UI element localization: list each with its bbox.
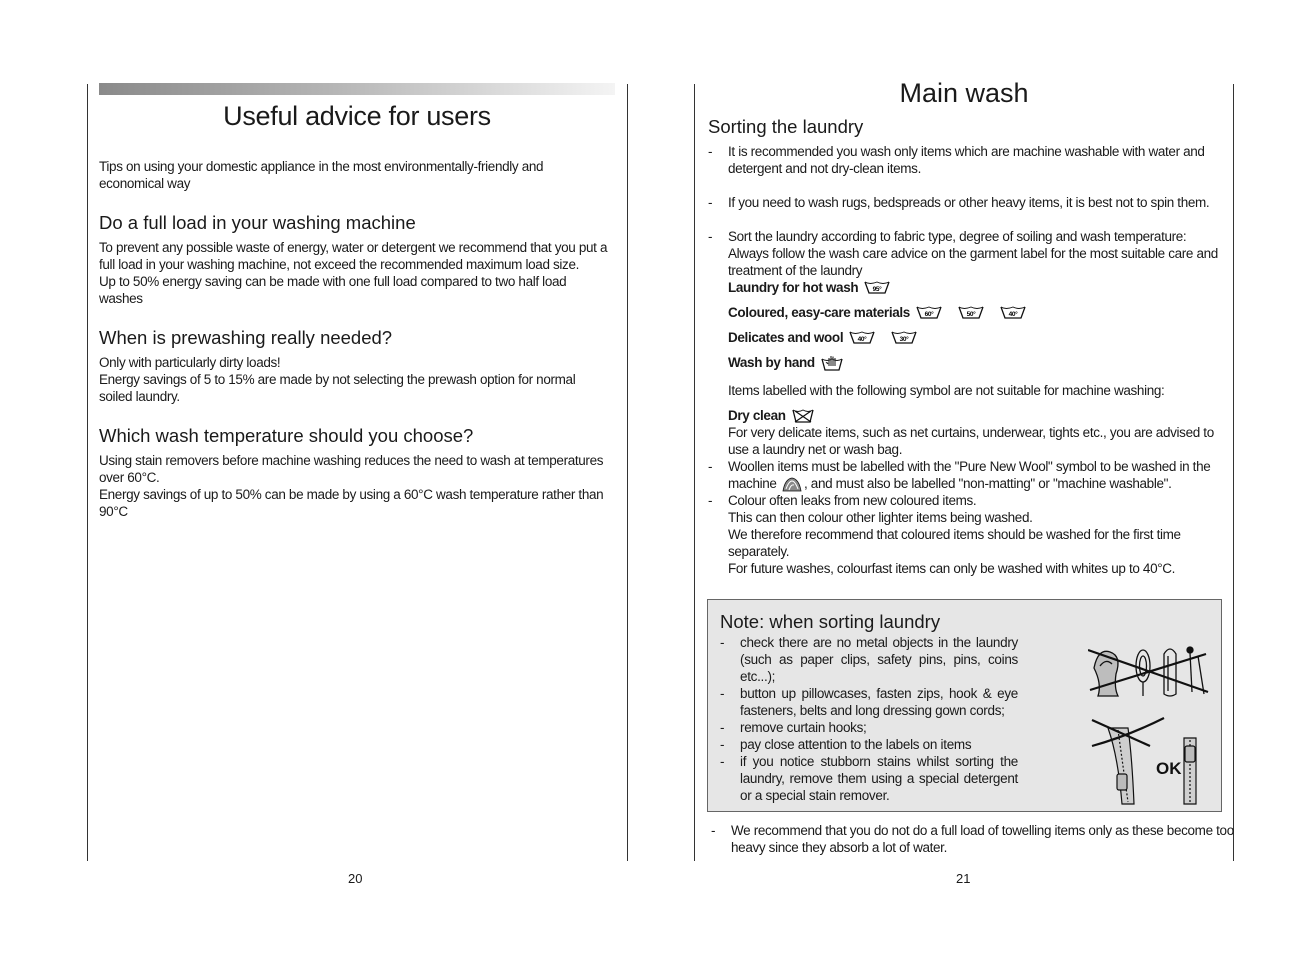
note-item: - check there are no metal objects in the laundry (such as paper clips, safety pins, pins, coins etc...); (720, 635, 1018, 684)
delicates-label: Delicates and wool 40° 30° (728, 329, 1226, 346)
section-full-load (99, 212, 611, 307)
dry-clean-label: Dry clean (728, 407, 1226, 424)
section-text: Energy savings of up to 50% can be made by using a 60°C wash temperature rather than 90°C (99, 487, 604, 519)
note-title: Note: when sorting laundry (720, 611, 941, 632)
svg-text:40°: 40° (1008, 311, 1018, 318)
note-item: - remove curtain hooks; (720, 720, 867, 735)
section-heading: Do a full load in your washing machine (99, 212, 416, 233)
header-gradient-bar (99, 83, 615, 95)
wash-tub-40-icon (849, 331, 875, 344)
section-text: Using stain removers before machine washing reduces the need to wash at temperatures over 60°C. (99, 453, 604, 485)
right-page-title: Main wash (899, 78, 1029, 108)
note-item: - button up pillowcases, fasten zips, hook & eye fasteners, belts and long dressing gown cords; (720, 686, 1018, 718)
section-text: Up to 50% energy saving can be made with one full load compared to two half load washes (99, 274, 567, 306)
section-text: To prevent any possible waste of energy, water or detergent we recommend that you put a full load in your washing machine, not exceed the recommended maximum load size. (99, 240, 608, 272)
right-page-content (708, 116, 1226, 577)
left-page-content (99, 158, 611, 540)
hot-wash-label: Laundry for hot wash 95° (728, 279, 1226, 296)
list-item-colour: - Colour often leaks from new coloured items. This can then colour other lighter items being washed. We therefore recommend that coloured items should be washed for the first time separately. For future washes, colourfast items can only be washed with whites up to 40°C. (708, 493, 1181, 577)
right-page-outer-border (1233, 84, 1234, 861)
svg-text:95°: 95° (872, 286, 882, 293)
section-text: Energy savings of 5 to 15% are made by not selecting the prewash option for normal soiled laundry. (99, 372, 576, 404)
left-page-outer-border (87, 84, 88, 861)
final-list-item: - We recommend that you do not do a full load of towelling items only as these become too heavy since they absorb a lot of water. (711, 823, 1234, 855)
note-list (720, 634, 1018, 804)
section-heading: When is prewashing really needed? (99, 327, 393, 348)
laundry-sorting-illustration (1088, 636, 1210, 808)
section-wash-temperature (99, 425, 611, 520)
section-heading: Which wash temperature should you choose? (99, 425, 474, 446)
not-suitable-text: Items labelled with the following symbol are not suitable for machine washing: (728, 383, 1165, 398)
svg-text:OK: OK (1156, 759, 1182, 778)
svg-text:30°: 30° (899, 336, 909, 343)
svg-text:60°: 60° (924, 311, 934, 318)
note-item: - pay close attention to the labels on items (720, 737, 972, 752)
section-prewashing (99, 327, 611, 405)
hand-wash-label: Wash by hand (728, 354, 1226, 371)
wash-tub-60-icon (916, 306, 942, 319)
list-item-wool: - Woollen items must be labelled with the "Pure New Wool" symbol to be washed in the machine , and must also be labelled "non-matting" or "machine washable". (708, 459, 1211, 491)
svg-text:40°: 40° (857, 336, 867, 343)
page-number-left: 20 (348, 871, 363, 886)
section-text: Only with particularly dirty loads! (99, 355, 281, 370)
wash-tub-95-icon (864, 281, 890, 294)
wash-tub-30-icon (891, 331, 917, 344)
sorting-heading: Sorting the laundry (708, 116, 864, 137)
zipper-icon (1108, 728, 1196, 804)
left-page-inner-border (627, 84, 628, 861)
page-number-right: 21 (956, 871, 971, 886)
list-item: - If you need to wash rugs, bedspreads or other heavy items, it is best not to spin them. (708, 195, 1210, 210)
list-item: - Sort the laundry according to fabric type, degree of soiling and wash temperature: Always follow the wash care advice on the garment label for the most suitable care and treatment of the laundry Laundry for hot wash 95° Coloured, easy-care materials 60° 50° 40° Delicates and wool 40° 30° Wash by hand Items labelled with the following symbol are not suitable for machine washing: Dry clean For very delicate items, such as net curtains, underwear, tights etc., you are advised to use a laundry net or wash bag. (708, 228, 1226, 458)
list-item: - It is recommended you wash only items which are machine washable with water and detergent and not dry-clean items. (708, 144, 1205, 176)
right-page-inner-border (694, 84, 695, 861)
pure-wool-icon (781, 476, 803, 492)
svg-text:50°: 50° (966, 311, 976, 318)
note-box (707, 599, 1222, 812)
dry-clean-text: For very delicate items, such as net curtains, underwear, tights etc., you are advised to use a laundry net or wash bag. (728, 425, 1214, 457)
intro-text: Tips on using your domestic appliance in the most environmentally-friendly and economical way (99, 159, 544, 191)
wash-tub-50-icon (958, 306, 984, 319)
do-not-wash-icon (792, 409, 814, 423)
note-item: - if you notice stubborn stains whilst sorting the laundry, remove them using a special detergent or a special stain remover. (720, 754, 1018, 803)
wash-tub-40-icon (1000, 306, 1026, 319)
left-page-title: Useful advice for users (223, 101, 491, 131)
hand-wash-icon (821, 355, 843, 371)
coloured-label: Coloured, easy-care materials 60° 50° 40° (728, 304, 1226, 321)
